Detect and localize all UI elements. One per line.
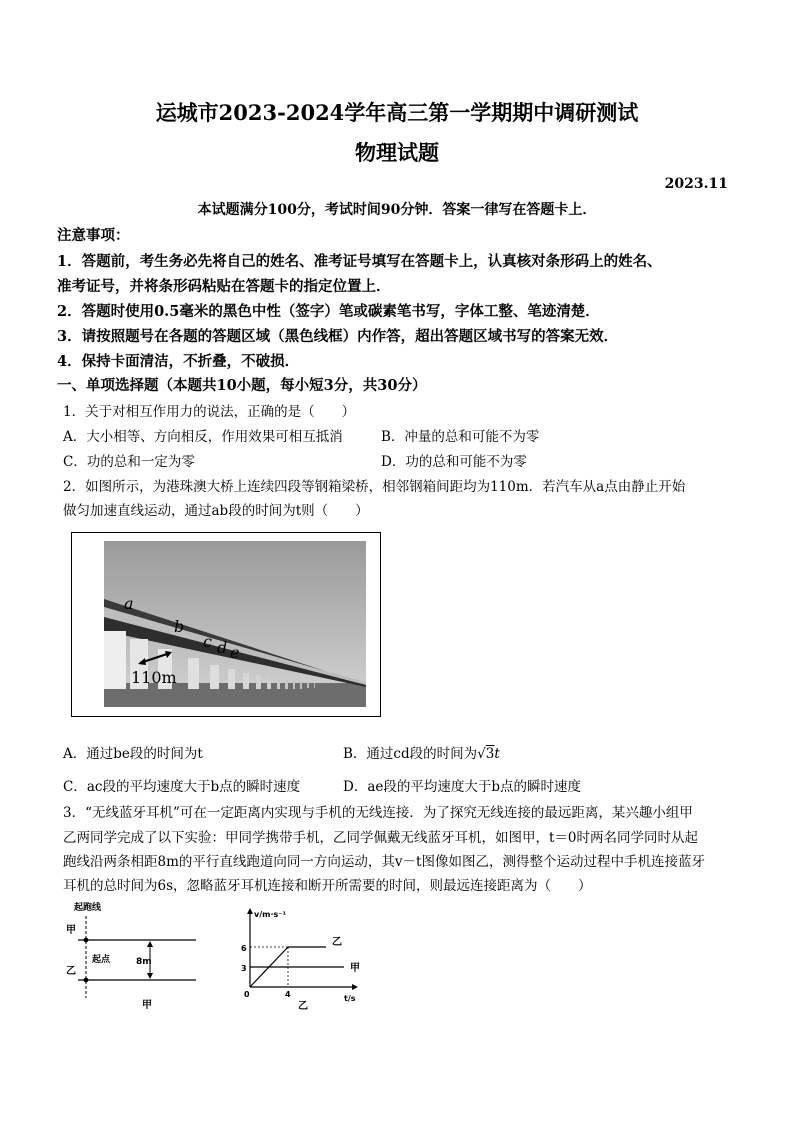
q2-stem-line-1: 2．如图所示，为港珠澳大桥上连续四段等钢箱梁桥，相邻钢箱间距均为110m．若汽车从a点由静止开始 bbox=[63, 479, 686, 495]
q1-option-a: A．大小相等、方向相反，作用效果可相互抵消 bbox=[63, 429, 343, 445]
y-tick-6: 6 bbox=[241, 944, 247, 953]
sqrt-sign: √ bbox=[477, 746, 486, 762]
q2-option-b bbox=[343, 742, 500, 762]
y-axis-arrow bbox=[247, 908, 253, 914]
sqrt-radicand: 3 bbox=[485, 746, 495, 762]
y-axis-label: v/m·s⁻¹ bbox=[254, 910, 286, 919]
graph-label-yi: 乙 bbox=[332, 937, 342, 948]
q2-option-c: C．ac段的平均速度大于b点的瞬时速度 bbox=[63, 779, 301, 795]
q2-option-a: A．通过be段的时间为t bbox=[63, 746, 203, 762]
note-3: 3．请按照题号在各题的答题区域（黑色线框）内作答，超出答题区域书写的答案无效． bbox=[57, 328, 619, 345]
q1-option-c: C．功的总和一定为零 bbox=[63, 454, 195, 470]
track-label-jia: 甲 bbox=[66, 925, 76, 936]
bridge-label-a: a bbox=[124, 594, 134, 613]
q2-option-b-suffix: t bbox=[494, 746, 500, 762]
y-tick-3: 3 bbox=[241, 964, 247, 973]
bridge-label-d: d bbox=[217, 638, 228, 657]
note-2: 2．答题时使用0.5毫米的黑色中性（签字）笔或碳素笔书写，字体工整、笔迹清楚． bbox=[57, 303, 600, 320]
start-line-label: 起跑线 bbox=[74, 903, 102, 913]
figure-yi-vt-graph bbox=[238, 905, 368, 1015]
gap-label: 8m bbox=[136, 957, 152, 967]
q3-stem-line-2: 乙两同学完成了以下实验：甲同学携带手机，乙同学佩戴无线蓝牙耳机，如图甲，t＝0时两名同学同时从起 bbox=[63, 830, 699, 846]
exam-date: 2023.11 bbox=[664, 176, 728, 192]
jia-start-dot bbox=[84, 938, 89, 943]
q3-stem-line-3: 跑线沿两条相距8m的平行直线跑道向同一方向运动，其v－t图像如图乙，测得整个运动过程中手机连接蓝牙 bbox=[63, 854, 705, 870]
page-subtitle: 物理试题 bbox=[355, 140, 439, 165]
track-label-yi: 乙 bbox=[66, 966, 76, 977]
note-4: 4．保持卡面清洁，不折叠，不破损． bbox=[57, 353, 300, 370]
graph-label-jia: 甲 bbox=[350, 963, 360, 974]
origin-label: 0 bbox=[244, 990, 250, 999]
q2-option-d: D．ae段的平均速度大于b点的瞬时速度 bbox=[343, 779, 582, 795]
section-1-heading: 一、单项选择题（本题共10小题，每小短3分，共30分） bbox=[57, 377, 427, 394]
q3-stem-line-1: 3．“无线蓝牙耳机”可在一定距离内实现与手机的无线连接．为了探究无线连接的最远距离，某兴趣小组甲 bbox=[63, 805, 693, 821]
exam-intro: 本试题满分100分，考试时间90分钟．答案一律写在答题卡上． bbox=[197, 202, 597, 218]
note-1-line-1: 1．答题前，考生务必先将自己的姓名、准考证号填写在答题卡上，认真核对条形码上的姓名、 bbox=[57, 253, 662, 270]
bridge-label-b: b bbox=[174, 617, 185, 636]
notes-heading: 注意事项： bbox=[57, 227, 130, 244]
note-1-line-2: 准考证号，并将条形码粘贴在答题卡的指定位置上． bbox=[57, 278, 391, 295]
gap-arrow-head-down bbox=[147, 973, 153, 979]
figure-jia-caption: 甲 bbox=[142, 1000, 152, 1011]
x-tick-4: 4 bbox=[285, 990, 291, 999]
q3-stem-line-4: 耳机的总时间为6s，忽略蓝牙耳机连接和断开所需要的时间，则最远连接距离为（ ） bbox=[63, 878, 592, 894]
q2-option-b-prefix: B．通过cd段的时间为 bbox=[343, 746, 478, 762]
bridge-label-e: e bbox=[230, 643, 240, 662]
q1-stem: 1．关于对相互作用力的说法，正确的是（ ） bbox=[63, 404, 356, 420]
figure-jia-track bbox=[60, 898, 210, 1016]
q1-option-d: D．功的总和可能不为零 bbox=[381, 454, 527, 470]
x-axis-label: t/s bbox=[344, 994, 356, 1003]
x-axis-arrow bbox=[352, 984, 358, 990]
yi-start-dot bbox=[84, 978, 89, 983]
bridge-distance-label: 110m bbox=[131, 668, 177, 687]
gap-arrow-head-up bbox=[147, 941, 153, 947]
bridge-label-c: c bbox=[203, 632, 212, 651]
q1-option-b: B．冲量的总和可能不为零 bbox=[381, 429, 540, 445]
figure-yi-caption: 乙 bbox=[298, 1001, 308, 1012]
bridge-illustration bbox=[104, 541, 366, 707]
q2-stem-line-2: 做匀加速直线运动，通过ab段的时间为t则（ ） bbox=[63, 503, 369, 519]
start-point-label: 起点 bbox=[92, 955, 111, 965]
bridge-figure bbox=[71, 532, 381, 717]
bridge-photo bbox=[104, 541, 366, 707]
page-title: 运城市2023-2024学年高三第一学期期中调研测试 bbox=[155, 100, 639, 125]
